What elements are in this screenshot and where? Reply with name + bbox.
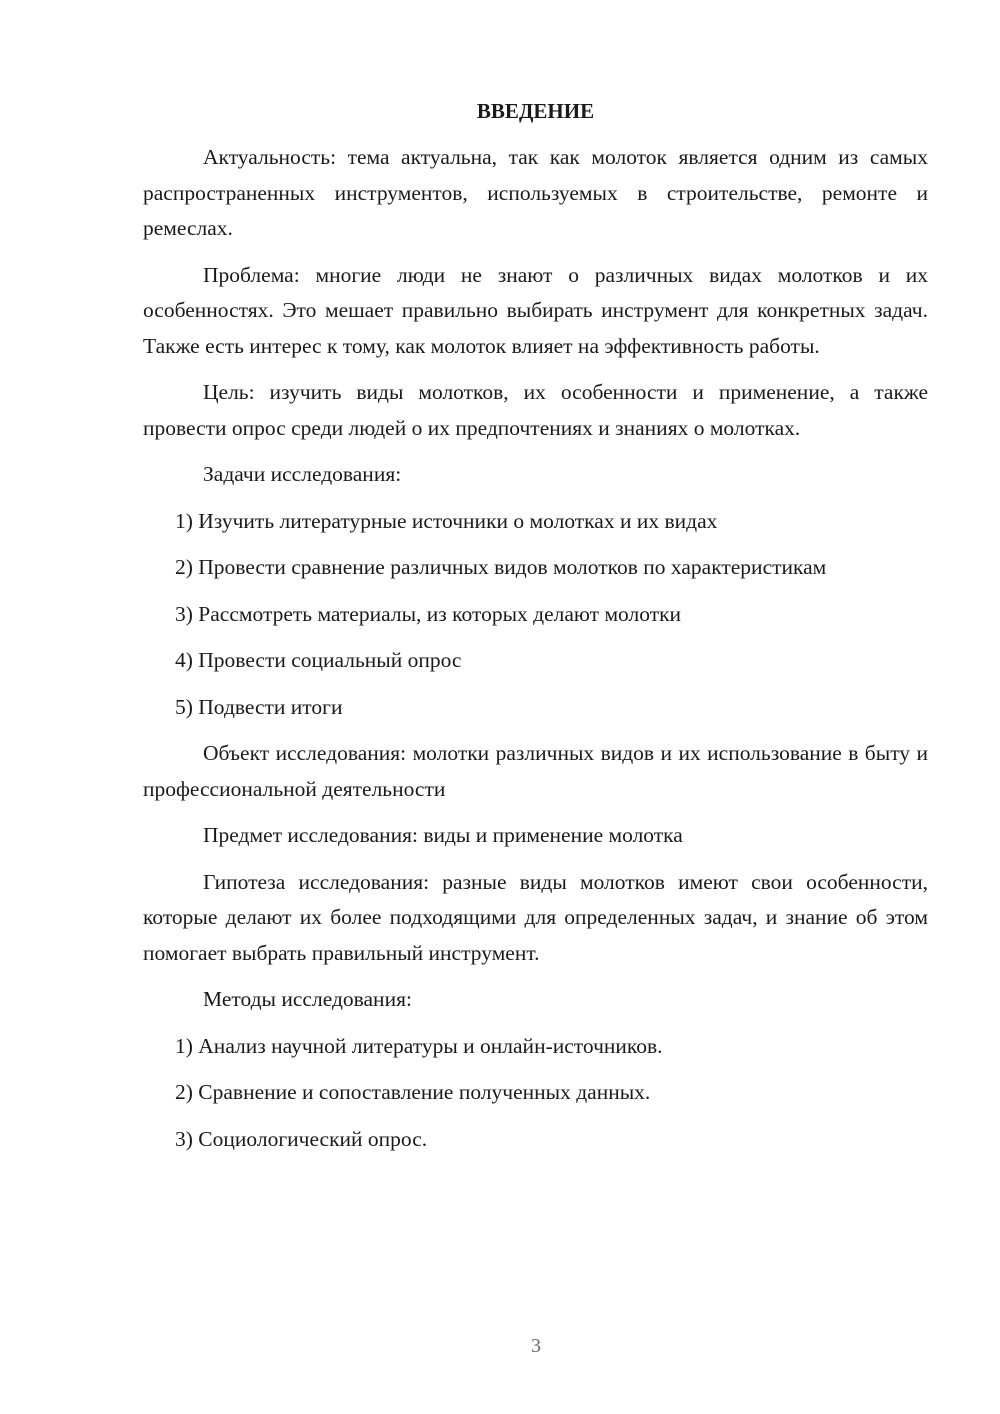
- object-paragraph: Объект исследования: молотки различных видов и их использование в быту и профессиональной деятельности: [143, 741, 928, 801]
- task-item-5: 5) Подвести итоги: [175, 694, 343, 719]
- goal-paragraph: Цель: изучить виды молотков, их особенности и применение, а также провести опрос среди людей о их предпочтениях и знаниях о молотках.: [143, 380, 928, 440]
- task-item-1: 1) Изучить литературные источники о молотках и их видах: [175, 508, 718, 533]
- task-item-2: 2) Провести сравнение различных видов молотков по характеристикам: [175, 555, 827, 579]
- hypothesis-paragraph: Гипотеза исследования: разные виды молотков имеют свои особенности, которые делают их более подходящими для определенных задач, и знание об этом помогает выбрать правильный инструмент.: [143, 869, 928, 965]
- section-title: ВВЕДЕНИЕ: [476, 99, 595, 123]
- task-item-3: 3) Рассмотреть материалы, из которых делают молотки: [175, 601, 682, 626]
- methods-heading: Методы исследования:: [203, 987, 412, 1011]
- subject-paragraph: Предмет исследования: виды и применение молотка: [203, 823, 683, 847]
- method-item-3: 3) Социологический опрос.: [175, 1126, 428, 1151]
- relevance-paragraph: Актуальность: тема актуальна, так как молоток является одним из самых распространенных инструментов, используемых в строительстве, ремонте и ремеслах.: [143, 145, 928, 240]
- task-item-4: 4) Провести социальный опрос: [175, 648, 462, 672]
- document-page: [143, 94, 928, 1168]
- problem-paragraph: Проблема: многие люди не знают о различных видах молотков и их особенностях. Это мешает правильно выбирать инструмент для конкретных задач. Также есть интерес к тому, как молоток влияет на эффективность работы.: [143, 262, 928, 358]
- method-item-2: 2) Сравнение и сопоставление полученных данных.: [175, 1080, 651, 1104]
- method-item-1: 1) Анализ научной литературы и онлайн-источников.: [175, 1033, 663, 1058]
- tasks-heading: Задачи исследования:: [203, 462, 402, 486]
- page-number: 3: [531, 1335, 541, 1357]
